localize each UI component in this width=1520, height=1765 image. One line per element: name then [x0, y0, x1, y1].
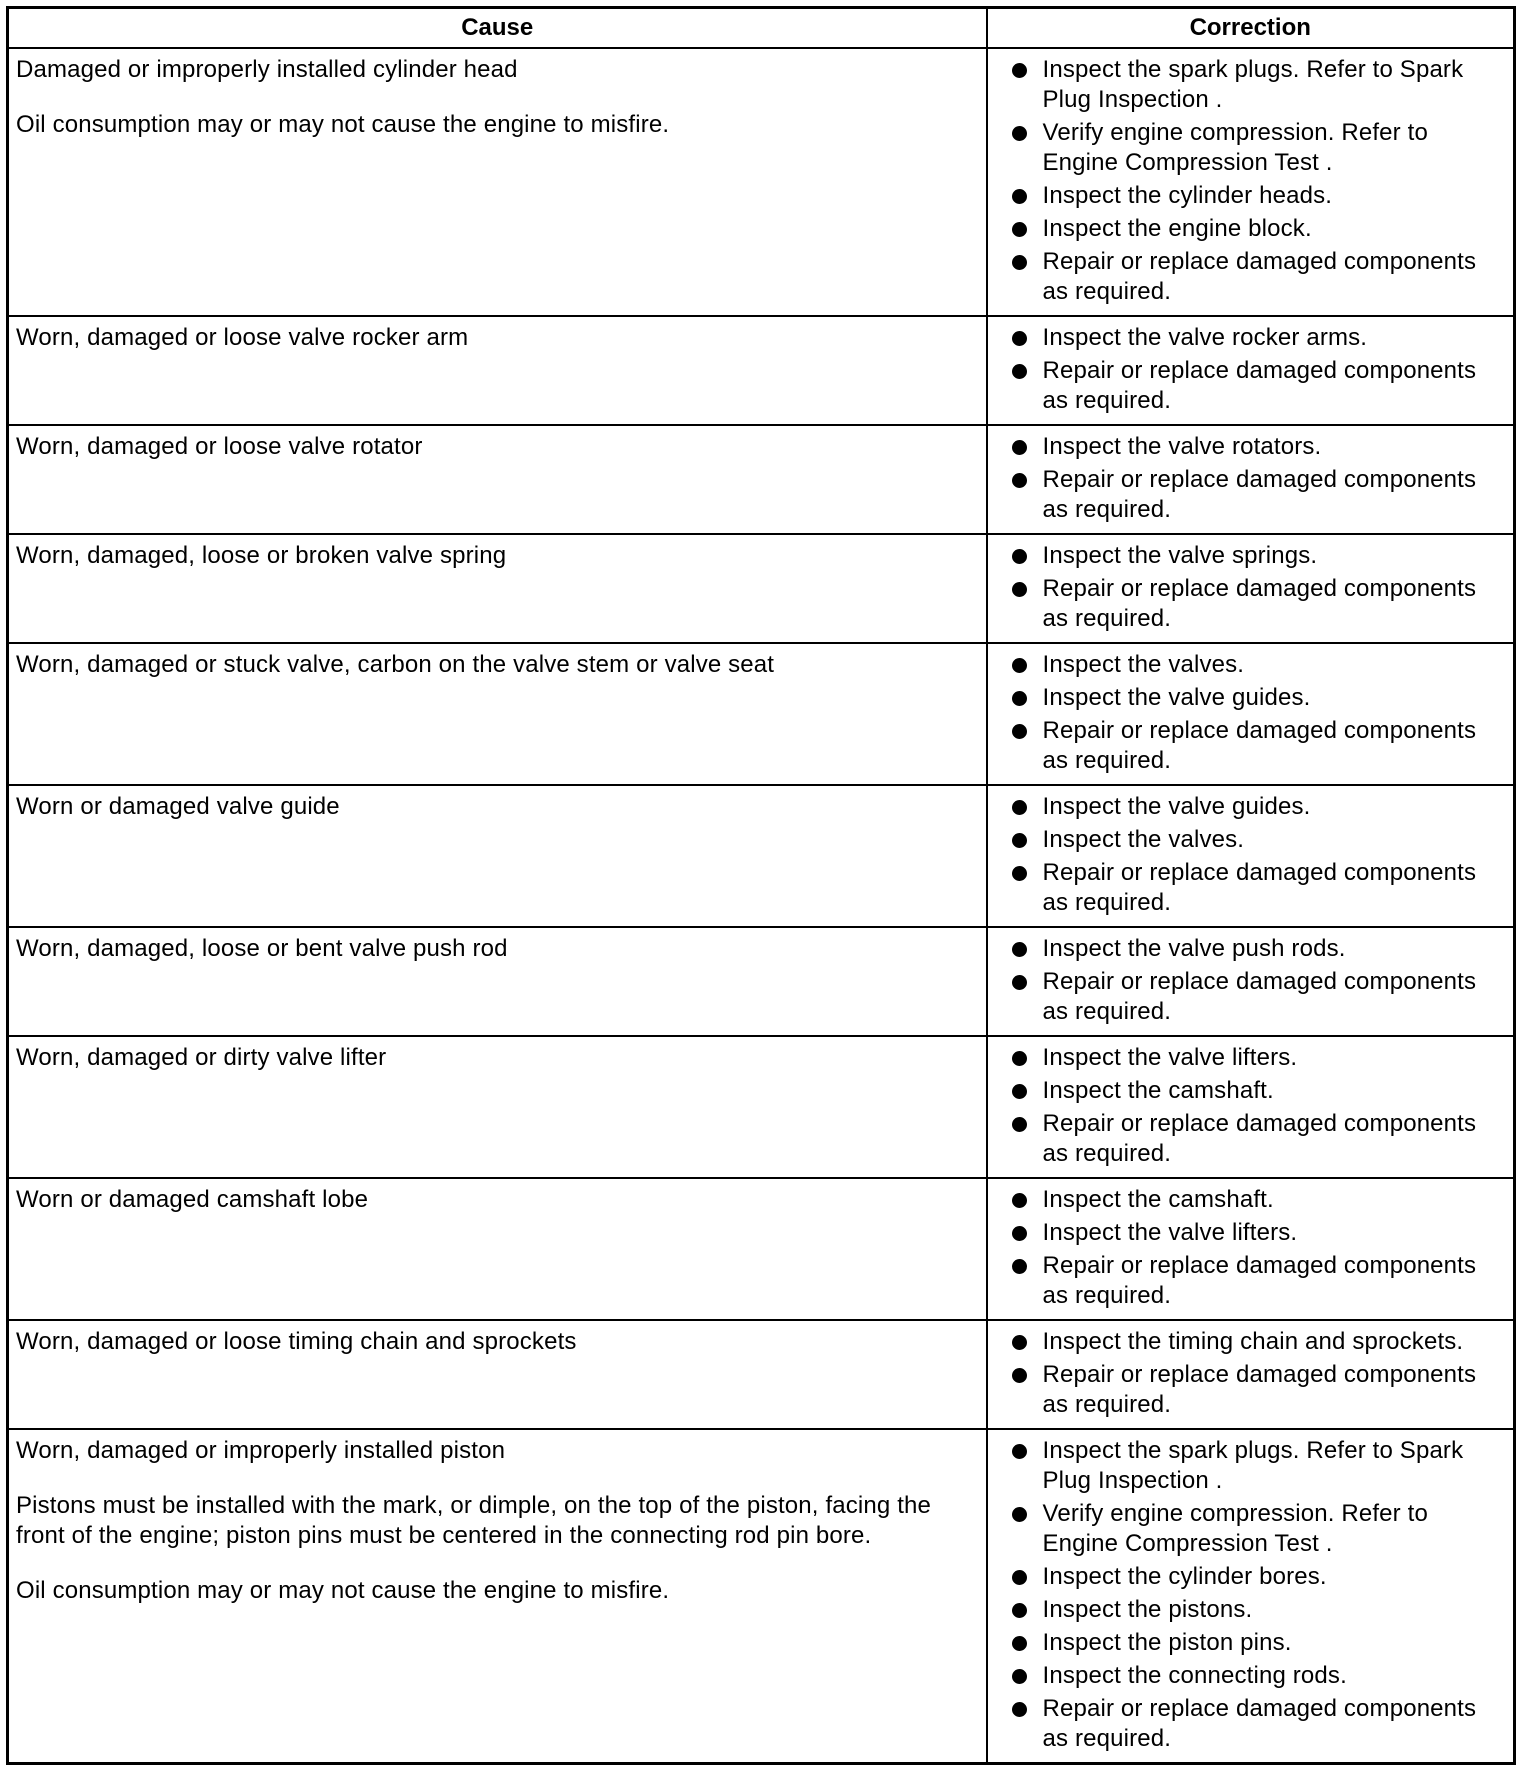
correction-cell: [987, 927, 1515, 1036]
correction-list: [1012, 792, 1500, 918]
correction-text: Inspect the camshaft.: [1042, 1186, 1274, 1213]
header-correction: Correction: [987, 8, 1515, 49]
bullet-icon: [1012, 1669, 1027, 1684]
correction-text: Inspect the pistons.: [1042, 1596, 1253, 1623]
bullet-icon: [1012, 222, 1027, 237]
correction-item: [1012, 1327, 1500, 1357]
cause-cell: [8, 425, 987, 534]
correction-item: [1012, 465, 1500, 525]
correction-text: Inspect the spark plugs. Refer to Spark Plug Inspection .: [1042, 56, 1464, 113]
header-row: [8, 8, 1515, 49]
correction-item: [1012, 683, 1500, 713]
cause-text: Damaged or improperly installed cylinder head: [16, 56, 518, 83]
bullet-icon: [1012, 582, 1027, 597]
correction-text: Inspect the valve lifters.: [1042, 1044, 1298, 1071]
table-row: [8, 534, 1515, 643]
correction-list: [1012, 541, 1500, 634]
correction-item: [1012, 1562, 1500, 1592]
correction-cell: [987, 785, 1515, 927]
bullet-icon: [1012, 440, 1027, 455]
table-row: [8, 1178, 1515, 1320]
bullet-icon: [1012, 549, 1027, 564]
bullet-icon: [1012, 1636, 1027, 1651]
correction-text: Inspect the valve springs.: [1042, 542, 1318, 569]
cause-text: Worn, damaged or stuck valve, carbon on the valve stem or valve seat: [16, 651, 775, 678]
correction-list: [1012, 650, 1500, 776]
bullet-icon: [1012, 1193, 1027, 1208]
table-row: [8, 1036, 1515, 1178]
correction-item: [1012, 650, 1500, 680]
correction-item: [1012, 541, 1500, 571]
correction-text: Repair or replace damaged components as required.: [1042, 859, 1477, 916]
bullet-icon: [1012, 1444, 1027, 1459]
cause-text: Worn, damaged or dirty valve lifter: [16, 1044, 387, 1071]
cause-cell: [8, 316, 987, 425]
correction-cell: [987, 316, 1515, 425]
correction-text: Inspect the valve lifters.: [1042, 1219, 1298, 1246]
correction-item: [1012, 1499, 1500, 1559]
correction-list: [1012, 1185, 1500, 1311]
correction-cell: [987, 48, 1515, 316]
bullet-icon: [1012, 255, 1027, 270]
bullet-icon: [1012, 1368, 1027, 1383]
correction-item: [1012, 214, 1500, 244]
correction-item: [1012, 934, 1500, 964]
correction-cell: [987, 534, 1515, 643]
correction-item: [1012, 1661, 1500, 1691]
correction-text: Repair or replace damaged components as required.: [1042, 466, 1477, 523]
correction-text: Inspect the timing chain and sprockets.: [1042, 1328, 1464, 1355]
correction-text: Repair or replace damaged components as required.: [1042, 575, 1477, 632]
correction-text: Inspect the camshaft.: [1042, 1077, 1274, 1104]
correction-item: [1012, 1360, 1500, 1420]
bullet-icon: [1012, 1335, 1027, 1350]
correction-text: Inspect the valve push rods.: [1042, 935, 1346, 962]
cause-text: Worn, damaged or loose timing chain and sprockets: [16, 1328, 577, 1355]
bullet-icon: [1012, 1051, 1027, 1066]
cause-cell: [8, 785, 987, 927]
correction-item: [1012, 1109, 1500, 1169]
cause-cell: [8, 1320, 987, 1429]
correction-item: [1012, 1694, 1500, 1754]
correction-text: Inspect the valve guides.: [1042, 793, 1311, 820]
bullet-icon: [1012, 189, 1027, 204]
correction-item: [1012, 1185, 1500, 1215]
correction-item: [1012, 1595, 1500, 1625]
correction-item: [1012, 55, 1500, 115]
correction-text: Inspect the piston pins.: [1042, 1629, 1292, 1656]
cause-cell: [8, 1036, 987, 1178]
correction-cell: [987, 1429, 1515, 1764]
correction-item: [1012, 432, 1500, 462]
correction-item: [1012, 825, 1500, 855]
correction-text: Verify engine compression. Refer to Engine Compression Test .: [1042, 1500, 1428, 1557]
cause-text: Worn or damaged valve guide: [16, 793, 340, 820]
cause-cell: [8, 48, 987, 316]
header-cause: Cause: [8, 8, 987, 49]
cause-note: Oil consumption may or may not cause the engine to misfire.: [16, 111, 670, 138]
correction-text: Repair or replace damaged components as required.: [1042, 968, 1477, 1025]
table-row: [8, 1320, 1515, 1429]
correction-item: [1012, 1628, 1500, 1658]
correction-text: Inspect the valves.: [1042, 826, 1245, 853]
correction-item: [1012, 181, 1500, 211]
bullet-icon: [1012, 866, 1027, 881]
bullet-icon: [1012, 975, 1027, 990]
correction-text: Inspect the valve rocker arms.: [1042, 324, 1368, 351]
correction-item: [1012, 574, 1500, 634]
correction-item: [1012, 118, 1500, 178]
cause-cell: [8, 1429, 987, 1764]
correction-text: Repair or replace damaged components as required.: [1042, 1252, 1477, 1309]
correction-list: [1012, 323, 1500, 416]
cause-text: Worn or damaged camshaft lobe: [16, 1186, 369, 1213]
table-row: [8, 643, 1515, 785]
correction-text: Repair or replace damaged components as required.: [1042, 1695, 1477, 1752]
correction-item: [1012, 967, 1500, 1027]
bullet-icon: [1012, 1259, 1027, 1274]
correction-text: Repair or replace damaged components as required.: [1042, 1110, 1477, 1167]
correction-text: Inspect the connecting rods.: [1042, 1662, 1347, 1689]
correction-text: Repair or replace damaged components as required.: [1042, 357, 1477, 414]
bullet-icon: [1012, 1084, 1027, 1099]
correction-cell: [987, 1178, 1515, 1320]
bullet-icon: [1012, 658, 1027, 673]
table-row: [8, 48, 1515, 316]
bullet-icon: [1012, 1117, 1027, 1132]
cause-note: Oil consumption may or may not cause the engine to misfire.: [16, 1577, 670, 1604]
correction-list: [1012, 1436, 1500, 1754]
correction-item: [1012, 323, 1500, 353]
cause-cell: [8, 927, 987, 1036]
correction-text: Inspect the valve guides.: [1042, 684, 1311, 711]
correction-list: [1012, 934, 1500, 1027]
correction-text: Inspect the spark plugs. Refer to Spark Plug Inspection .: [1042, 1437, 1464, 1494]
bullet-icon: [1012, 942, 1027, 957]
correction-item: [1012, 1218, 1500, 1248]
correction-list: [1012, 1043, 1500, 1169]
bullet-icon: [1012, 1702, 1027, 1717]
correction-cell: [987, 425, 1515, 534]
correction-cell: [987, 1320, 1515, 1429]
bullet-icon: [1012, 126, 1027, 141]
table-body: [8, 48, 1515, 1764]
correction-list: [1012, 432, 1500, 525]
correction-item: [1012, 1076, 1500, 1106]
bullet-icon: [1012, 364, 1027, 379]
bullet-icon: [1012, 800, 1027, 815]
correction-text: Repair or replace damaged components as required.: [1042, 1361, 1477, 1418]
correction-cell: [987, 1036, 1515, 1178]
correction-item: [1012, 247, 1500, 307]
cause-text: Worn, damaged or loose valve rocker arm: [16, 324, 469, 351]
correction-cell: [987, 643, 1515, 785]
correction-list: [1012, 55, 1500, 307]
correction-text: Inspect the engine block.: [1042, 215, 1312, 242]
cause-cell: [8, 534, 987, 643]
correction-text: Repair or replace damaged components as required.: [1042, 717, 1477, 774]
table-row: [8, 927, 1515, 1036]
cause-text: Worn, damaged or improperly installed piston: [16, 1437, 506, 1464]
cause-note: Pistons must be installed with the mark, or dimple, on the top of the piston, facing the front of the engine; piston pins must be centered in the connecting rod pin bore.: [16, 1492, 932, 1549]
bullet-icon: [1012, 1226, 1027, 1241]
correction-text: Inspect the cylinder heads.: [1042, 182, 1333, 209]
bullet-icon: [1012, 691, 1027, 706]
bullet-icon: [1012, 724, 1027, 739]
bullet-icon: [1012, 1570, 1027, 1585]
table-row: [8, 1429, 1515, 1764]
cause-text: Worn, damaged or loose valve rotator: [16, 433, 423, 460]
bullet-icon: [1012, 331, 1027, 346]
cause-cell: [8, 1178, 987, 1320]
table-row: [8, 316, 1515, 425]
correction-text: Inspect the valves.: [1042, 651, 1245, 678]
correction-item: [1012, 1251, 1500, 1311]
cause-text: Worn, damaged, loose or bent valve push rod: [16, 935, 508, 962]
correction-item: [1012, 858, 1500, 918]
bullet-icon: [1012, 1603, 1027, 1618]
bullet-icon: [1012, 473, 1027, 488]
bullet-icon: [1012, 833, 1027, 848]
bullet-icon: [1012, 63, 1027, 78]
correction-item: [1012, 1043, 1500, 1073]
correction-item: [1012, 356, 1500, 416]
correction-item: [1012, 792, 1500, 822]
correction-text: Inspect the valve rotators.: [1042, 433, 1322, 460]
correction-item: [1012, 716, 1500, 776]
correction-text: Repair or replace damaged components as required.: [1042, 248, 1477, 305]
correction-item: [1012, 1436, 1500, 1496]
table-row: [8, 785, 1515, 927]
bullet-icon: [1012, 1507, 1027, 1522]
table-row: [8, 425, 1515, 534]
correction-list: [1012, 1327, 1500, 1420]
cause-correction-table: [6, 6, 1516, 1765]
cause-text: Worn, damaged, loose or broken valve spring: [16, 542, 507, 569]
correction-text: Inspect the cylinder bores.: [1042, 1563, 1327, 1590]
cause-cell: [8, 643, 987, 785]
correction-text: Verify engine compression. Refer to Engine Compression Test .: [1042, 119, 1428, 176]
